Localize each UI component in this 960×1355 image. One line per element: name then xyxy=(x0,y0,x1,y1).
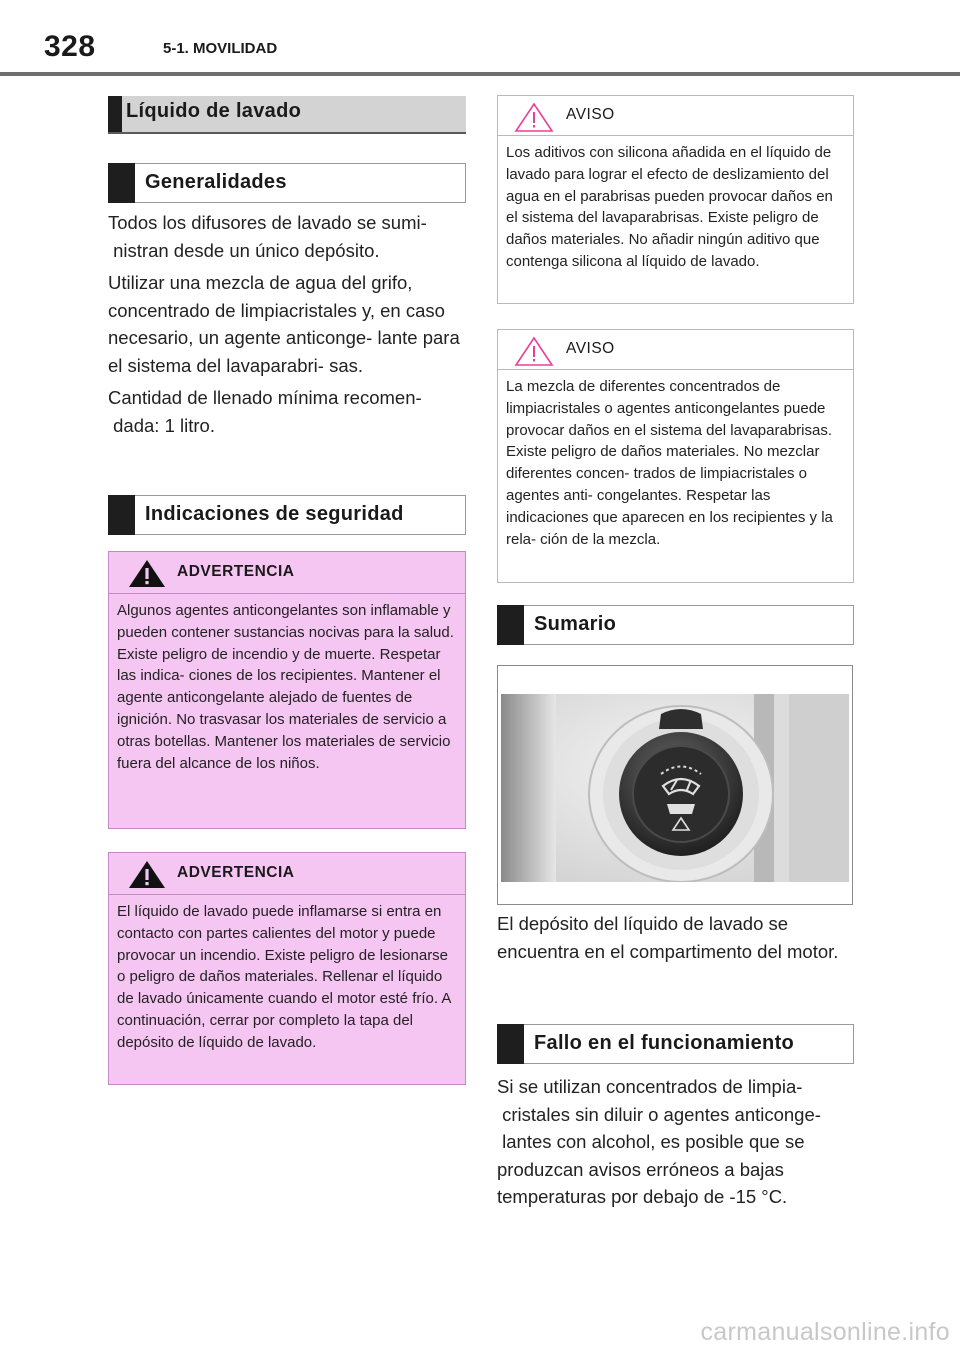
caution-triangle-icon xyxy=(514,336,554,366)
subheading-text: Sumario xyxy=(534,613,617,635)
washer-reservoir-photo xyxy=(501,694,849,882)
main-heading-text: Líquido de lavado xyxy=(126,100,302,122)
subheading-text: Fallo en el funcionamiento xyxy=(534,1032,795,1054)
caution-triangle-icon xyxy=(514,102,554,132)
sumario-caption: El depósito del líquido de lavado se encuentra en el compartimento del motor. xyxy=(497,913,839,962)
warning-label: ADVERTENCIA xyxy=(177,563,295,580)
warning-box-1 xyxy=(108,551,466,829)
generalidades-text xyxy=(108,209,468,444)
warning-triangle-icon xyxy=(127,558,167,588)
notice-label: AVISO xyxy=(566,106,615,123)
notice-text: Los aditivos con silicona añadida en el líquido de lavado para lograr el efecto de deslizamiento del agua en el parabrisas pueden provocar daños en el sistema del lavaparabrisas. Existe peligro de daños materiales. No añadir ningún aditivo que contenga silicona al líquido de lavado. xyxy=(506,144,833,270)
subheading-text: Indicaciones de seguridad xyxy=(145,503,404,525)
notice-label: AVISO xyxy=(566,340,615,357)
warning-box-2 xyxy=(108,852,466,1085)
notice-text: La mezcla de diferentes concentrados de limpiacristales o agentes anticongelantes puede provocar daños en el sistema del lavaparabrisas. Existe peligro de daños materiales. No mezclar diferentes concen- trados de limpiacristales o agentes anti- congelantes. Respetar las indicaciones que aparecen en los recipientes y la rela- ción de la mezcla. xyxy=(506,378,833,548)
paragraph: Todos los difusores de lavado se sumi- nistran desde un único depósito. xyxy=(108,212,427,261)
washer-reservoir-photo-frame xyxy=(497,665,853,905)
watermark-text: carmanualsonline.info xyxy=(700,1318,950,1346)
notice-header xyxy=(498,330,853,370)
heading-bar xyxy=(497,605,524,645)
fallo-text: Si se utilizan concentrados de limpia- cristales sin diluir o agentes anticonge- lantes con alcohol, es posible que se produzcan avisos erróneos a bajas temperaturas por debajo de -15 °C. xyxy=(497,1076,821,1207)
header-rule xyxy=(0,72,960,76)
warning-triangle-icon xyxy=(127,859,167,889)
warning-header xyxy=(109,552,465,594)
page-number: 328 xyxy=(44,30,96,63)
heading-bar xyxy=(108,163,135,203)
heading-bar xyxy=(108,96,122,132)
main-heading xyxy=(108,96,466,134)
subheading-text: Generalidades xyxy=(145,171,287,193)
subheading-sumario xyxy=(497,605,854,645)
subheading-fallo xyxy=(497,1024,854,1064)
subheading-seguridad xyxy=(108,495,466,535)
warning-header xyxy=(109,853,465,895)
warning-text: Algunos agentes anticongelantes son inflamable y pueden contener sustancias nocivas para la salud. Existe peligro de incendio y de muerte. Respetar las indica- ciones de los recipientes. Mantener el agente anticongelante alejado de fuentes de ignición. No trasvasar los materiales de servicio a otras botellas. Mantener los materiales de servicio fuera del alcance de los niños. xyxy=(117,602,454,772)
notice-box-1 xyxy=(497,95,854,304)
notice-header xyxy=(498,96,853,136)
subheading-generalidades xyxy=(108,163,466,203)
section-label: 5-1. MOVILIDAD xyxy=(163,40,278,57)
warning-text: El líquido de lavado puede inflamarse si entra en contacto con partes calientes del motor y puede provocar un incendio. Existe peligro de lesionarse o peligro de daños materiales. Rellenar el líquido de lavado únicamente cuando el motor esté frío. A continuación, cerrar por completo la tapa del depósito de líquido de lavado. xyxy=(117,903,451,1051)
warning-label: ADVERTENCIA xyxy=(177,864,295,881)
heading-bar xyxy=(497,1024,524,1064)
notice-box-2 xyxy=(497,329,854,583)
heading-bar xyxy=(108,495,135,535)
paragraph: Cantidad de llenado mínima recomen- dada: 1 litro. xyxy=(108,387,422,436)
paragraph: Utilizar una mezcla de agua del grifo, concentrado de limpiacristales y, en caso necesario, un agente anticonge- lante para el sistema del lavaparabri- sas. xyxy=(108,272,460,376)
